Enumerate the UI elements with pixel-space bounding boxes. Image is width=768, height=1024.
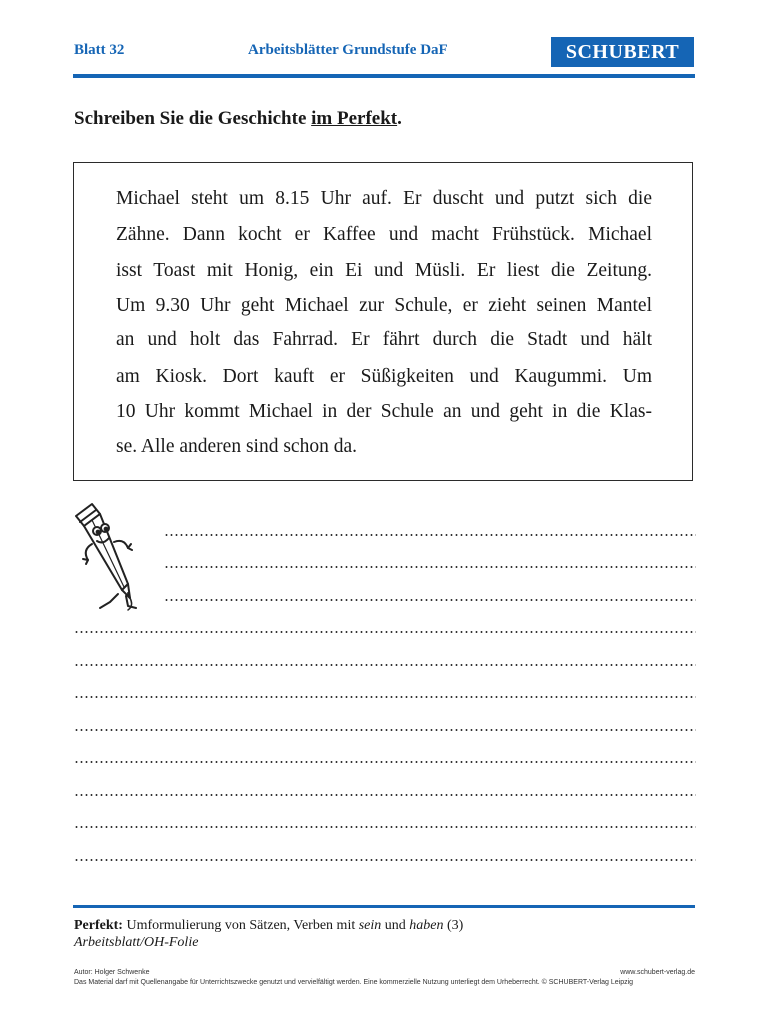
writing-line[interactable] xyxy=(74,696,696,698)
footer-divider xyxy=(73,905,695,908)
writing-line[interactable] xyxy=(74,859,696,861)
writing-line[interactable] xyxy=(164,566,696,568)
writing-line[interactable] xyxy=(74,794,696,796)
topic-sein: sein xyxy=(358,918,382,933)
sheet-number: Blatt 32 xyxy=(74,42,125,58)
publisher-logo: SCHUBERT xyxy=(551,37,694,67)
material-type: Arbeitsblatt/OH-Folie xyxy=(74,935,199,950)
pencil-mascot-icon xyxy=(70,498,142,614)
writing-line[interactable] xyxy=(164,534,696,536)
topic-and: und xyxy=(381,918,410,933)
story-line: se. Alle anderen sind schon da. xyxy=(116,436,357,457)
story-line: an und holt das Fahrrad. Er fährt durch die Stadt und hält xyxy=(116,329,652,350)
topic-haben: haben xyxy=(409,918,444,933)
story-line: am Kiosk. Dort kauft er Süßigkeiten und Kaugummi. Um xyxy=(116,366,652,387)
task-prefix: Schreiben Sie die Geschichte xyxy=(74,108,312,129)
writing-line[interactable] xyxy=(74,664,696,666)
story-line: Michael steht um 8.15 Uhr auf. Er duscht und putzt sich die xyxy=(116,188,652,209)
topic-text: Umformulierung von Sätzen, Verben mit xyxy=(122,918,359,933)
writing-line[interactable] xyxy=(164,599,696,601)
writing-line[interactable] xyxy=(74,761,696,763)
story-line: isst Toast mit Honig, ein Ei und Müsli. Er liest die Zeitung. xyxy=(116,260,652,281)
task-instruction xyxy=(74,108,402,130)
topic-suffix: (3) xyxy=(443,918,464,933)
copyright-notice: Das Material darf mit Quellenangabe für Unterrichtszwecke genutzt und vervielfältigt werden. Eine kommerzielle Nutzung unterliegt dem Urheberrecht. © SCHUBERT-Verlag Leipzig xyxy=(74,979,634,986)
writing-line[interactable] xyxy=(74,729,696,731)
header-divider xyxy=(73,74,695,78)
task-suffix: . xyxy=(397,108,402,129)
publisher-website: www.schubert-verlag.de xyxy=(620,969,695,976)
writing-line[interactable] xyxy=(74,826,696,828)
topic-line xyxy=(74,918,463,934)
topic-label: Perfekt: xyxy=(74,918,123,933)
story-line: Zähne. Dann kocht er Kaffee und macht Frühstück. Michael xyxy=(116,224,652,245)
series-title: Arbeitsblätter Grundstufe DaF xyxy=(248,42,448,58)
author-credit: Autor: Holger Schwenke xyxy=(74,969,150,976)
story-line: Um 9.30 Uhr geht Michael zur Schule, er zieht seinen Mantel xyxy=(116,295,652,316)
task-emphasis: im Perfekt xyxy=(311,108,398,129)
story-line: 10 Uhr kommt Michael in der Schule an und geht in die Klas- xyxy=(116,401,652,422)
writing-line[interactable] xyxy=(74,631,696,633)
